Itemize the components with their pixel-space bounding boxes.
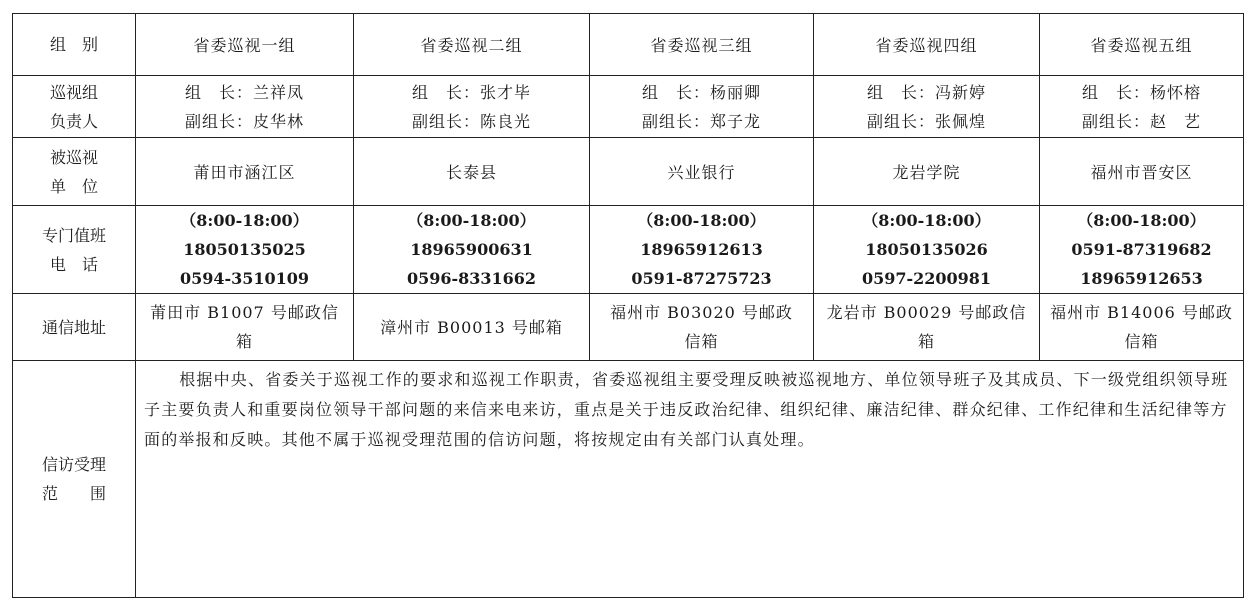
phone-hours: （8:00-18:00）: [1077, 211, 1206, 230]
phone-cell-1: [136, 206, 354, 294]
deputy-name: 副组长：陈良光: [411, 111, 531, 131]
phones-label: [13, 206, 136, 294]
phone-number-2: 0597-2200981: [861, 269, 992, 288]
phone-number-2: 0594-3510109: [179, 269, 310, 288]
phone-cell-3: [590, 206, 814, 294]
leader-name: 组 长：杨怀榕: [1081, 82, 1201, 102]
units-row: [13, 138, 1244, 206]
address-cell-1: [136, 294, 354, 361]
group-name-3: 省委巡视三组: [590, 14, 814, 76]
phone-number-1: 18050135025: [183, 240, 306, 259]
deputy-name: 副组长：张佩煌: [866, 111, 986, 131]
phone-number-2: 0596-8331662: [406, 269, 537, 288]
unit-4: 龙岩学院: [814, 138, 1040, 206]
group-label: 组 别: [13, 14, 136, 76]
phone-cell-4: [814, 206, 1040, 294]
phone-number-1: 0591-87319682: [1071, 240, 1212, 259]
units-label-line1: 被巡视: [49, 147, 98, 167]
address-line1: 福州市 B14006 号邮政: [1050, 303, 1233, 322]
phone-hours: （8:00-18:00）: [407, 211, 536, 230]
phones-label-line2: 电 话: [49, 254, 98, 274]
leaders-row: [13, 76, 1244, 138]
phone-number-2: 0591-87275723: [631, 269, 772, 288]
phones-label-line1: 专门值班: [41, 225, 106, 245]
address-line1: 莆田市 B1007 号邮政信: [150, 303, 339, 322]
phone-hours: （8:00-18:00）: [180, 211, 309, 230]
group-name-5: 省委巡视五组: [1040, 14, 1244, 76]
phones-row: [13, 206, 1244, 294]
group-name-1: 省委巡视一组: [136, 14, 354, 76]
address-cell-5: [1040, 294, 1244, 361]
address-line1: 福州市 B03020 号邮政: [610, 303, 793, 322]
phone-cell-2: [354, 206, 590, 294]
deputy-name: 副组长：赵 艺: [1081, 111, 1201, 131]
scope-label-line2: 范 围: [41, 484, 106, 503]
leaders-label: [13, 76, 136, 138]
leader-name: 组 长：兰祥凤: [184, 82, 304, 102]
deputy-name: 副组长：郑子龙: [641, 111, 761, 131]
scope-label-line1: 信访受理: [41, 455, 106, 474]
phone-hours: （8:00-18:00）: [637, 211, 766, 230]
leaders-label-line2: 负责人: [49, 111, 98, 131]
phone-number-2: 18965912653: [1080, 269, 1203, 288]
leaders-cell-5: [1040, 76, 1244, 138]
inspection-info-table: [12, 13, 1244, 598]
phone-number-1: 18965900631: [410, 240, 533, 259]
unit-5: 福州市晋安区: [1040, 138, 1244, 206]
group-name-4: 省委巡视四组: [814, 14, 1040, 76]
leaders-cell-2: [354, 76, 590, 138]
scope-paragraph: 根据中央、省委关于巡视工作的要求和巡视工作职责，省委巡视组主要受理反映被巡视地方、单位领导班子及其成员、下一级党组织领导班子主要负责人和重要岗位领导干部问题的来信来电来访，重点是关于违反政治纪律、组织纪律、廉洁纪律、群众纪律、工作纪律和生活纪律等方面的举报和反映。其他不属于巡视受理范围的信访问题，将按规定由有关部门认真处理。: [144, 370, 1229, 449]
scope-label: [13, 361, 136, 598]
units-label: [13, 138, 136, 206]
leader-name: 组 长：冯新婷: [866, 82, 986, 102]
group-name-2: 省委巡视二组: [354, 14, 590, 76]
address-cell-3: [590, 294, 814, 361]
units-label-line2: 单 位: [49, 176, 98, 196]
deputy-name: 副组长：皮华林: [184, 111, 304, 131]
phone-number-1: 18050135026: [865, 240, 988, 259]
address-line2: 信箱: [684, 332, 719, 351]
leaders-cell-3: [590, 76, 814, 138]
phone-number-1: 18965912613: [640, 240, 763, 259]
address-row: [13, 294, 1244, 361]
address-cell-2: [354, 294, 590, 361]
leaders-cell-1: [136, 76, 354, 138]
address-line1: 漳州市 B00013 号邮箱: [380, 317, 563, 337]
group-header-row: [13, 14, 1244, 76]
address-line1: 龙岩市 B00029 号邮政信箱: [826, 303, 1027, 351]
unit-3: 兴业银行: [590, 138, 814, 206]
scope-text-cell: [136, 361, 1244, 598]
address-cell-4: [814, 294, 1040, 361]
scope-row: [13, 361, 1244, 598]
leader-name: 组 长：张才毕: [411, 82, 531, 102]
leaders-label-line1: 巡视组: [49, 82, 98, 102]
address-line2: 信箱: [1124, 332, 1159, 351]
unit-1: 莆田市涵江区: [136, 138, 354, 206]
phone-cell-5: [1040, 206, 1244, 294]
address-line2: 箱: [235, 332, 253, 351]
phone-hours: （8:00-18:00）: [862, 211, 991, 230]
unit-2: 长泰县: [354, 138, 590, 206]
leader-name: 组 长：杨丽卿: [641, 82, 761, 102]
leaders-cell-4: [814, 76, 1040, 138]
address-label: 通信地址: [13, 294, 136, 361]
